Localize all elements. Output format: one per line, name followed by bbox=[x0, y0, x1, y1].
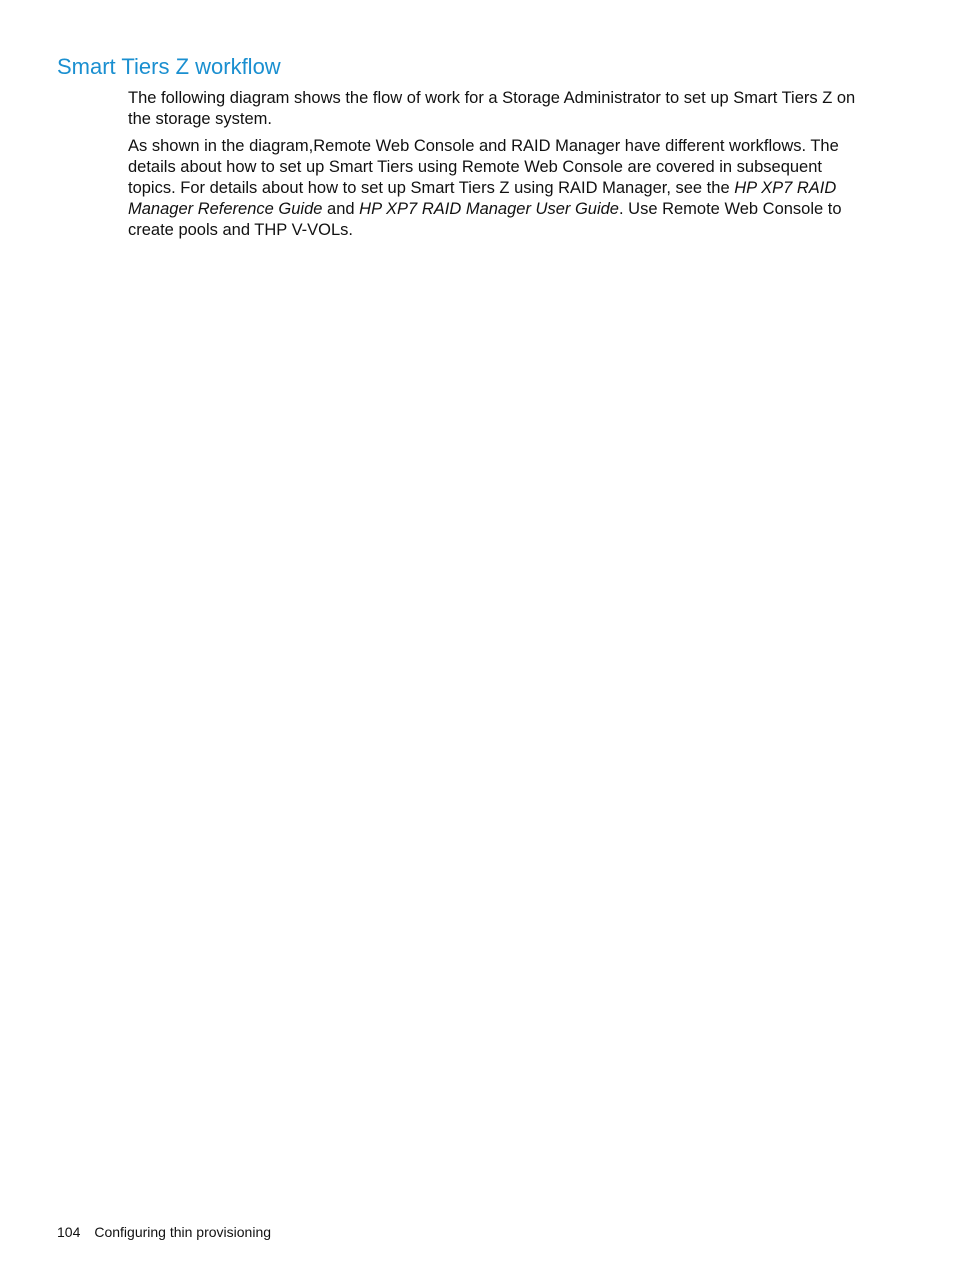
workflow-text-part-2: and bbox=[322, 200, 360, 218]
page-number: 104 bbox=[57, 1224, 81, 1240]
user-guide-title: HP XP7 RAID Manager User Guide bbox=[359, 200, 619, 218]
workflow-paragraph bbox=[128, 136, 873, 241]
body-text bbox=[128, 88, 873, 247]
intro-paragraph: The following diagram shows the flow of work for a Storage Administrator to set up Smart Tiers Z on the storage system. bbox=[128, 89, 856, 128]
section-title: Smart Tiers Z workflow bbox=[57, 54, 281, 79]
page-footer bbox=[57, 1222, 271, 1242]
workflow-text-part-3: . Use Remote Web Console to create pools and THP V-VOLs. bbox=[128, 200, 842, 239]
reference-guide-title: HP XP7 RAID Manager Reference Guide bbox=[128, 179, 837, 218]
chapter-title: Configuring thin provisioning bbox=[94, 1224, 272, 1240]
workflow-text-part-1: As shown in the diagram,Remote Web Console and RAID Manager have different workflows. The details about how to set up Smart Tiers using Remote Web Console are covered in subsequent topics. For details about how to set up Smart Tiers Z using RAID Manager, see the bbox=[128, 137, 839, 197]
